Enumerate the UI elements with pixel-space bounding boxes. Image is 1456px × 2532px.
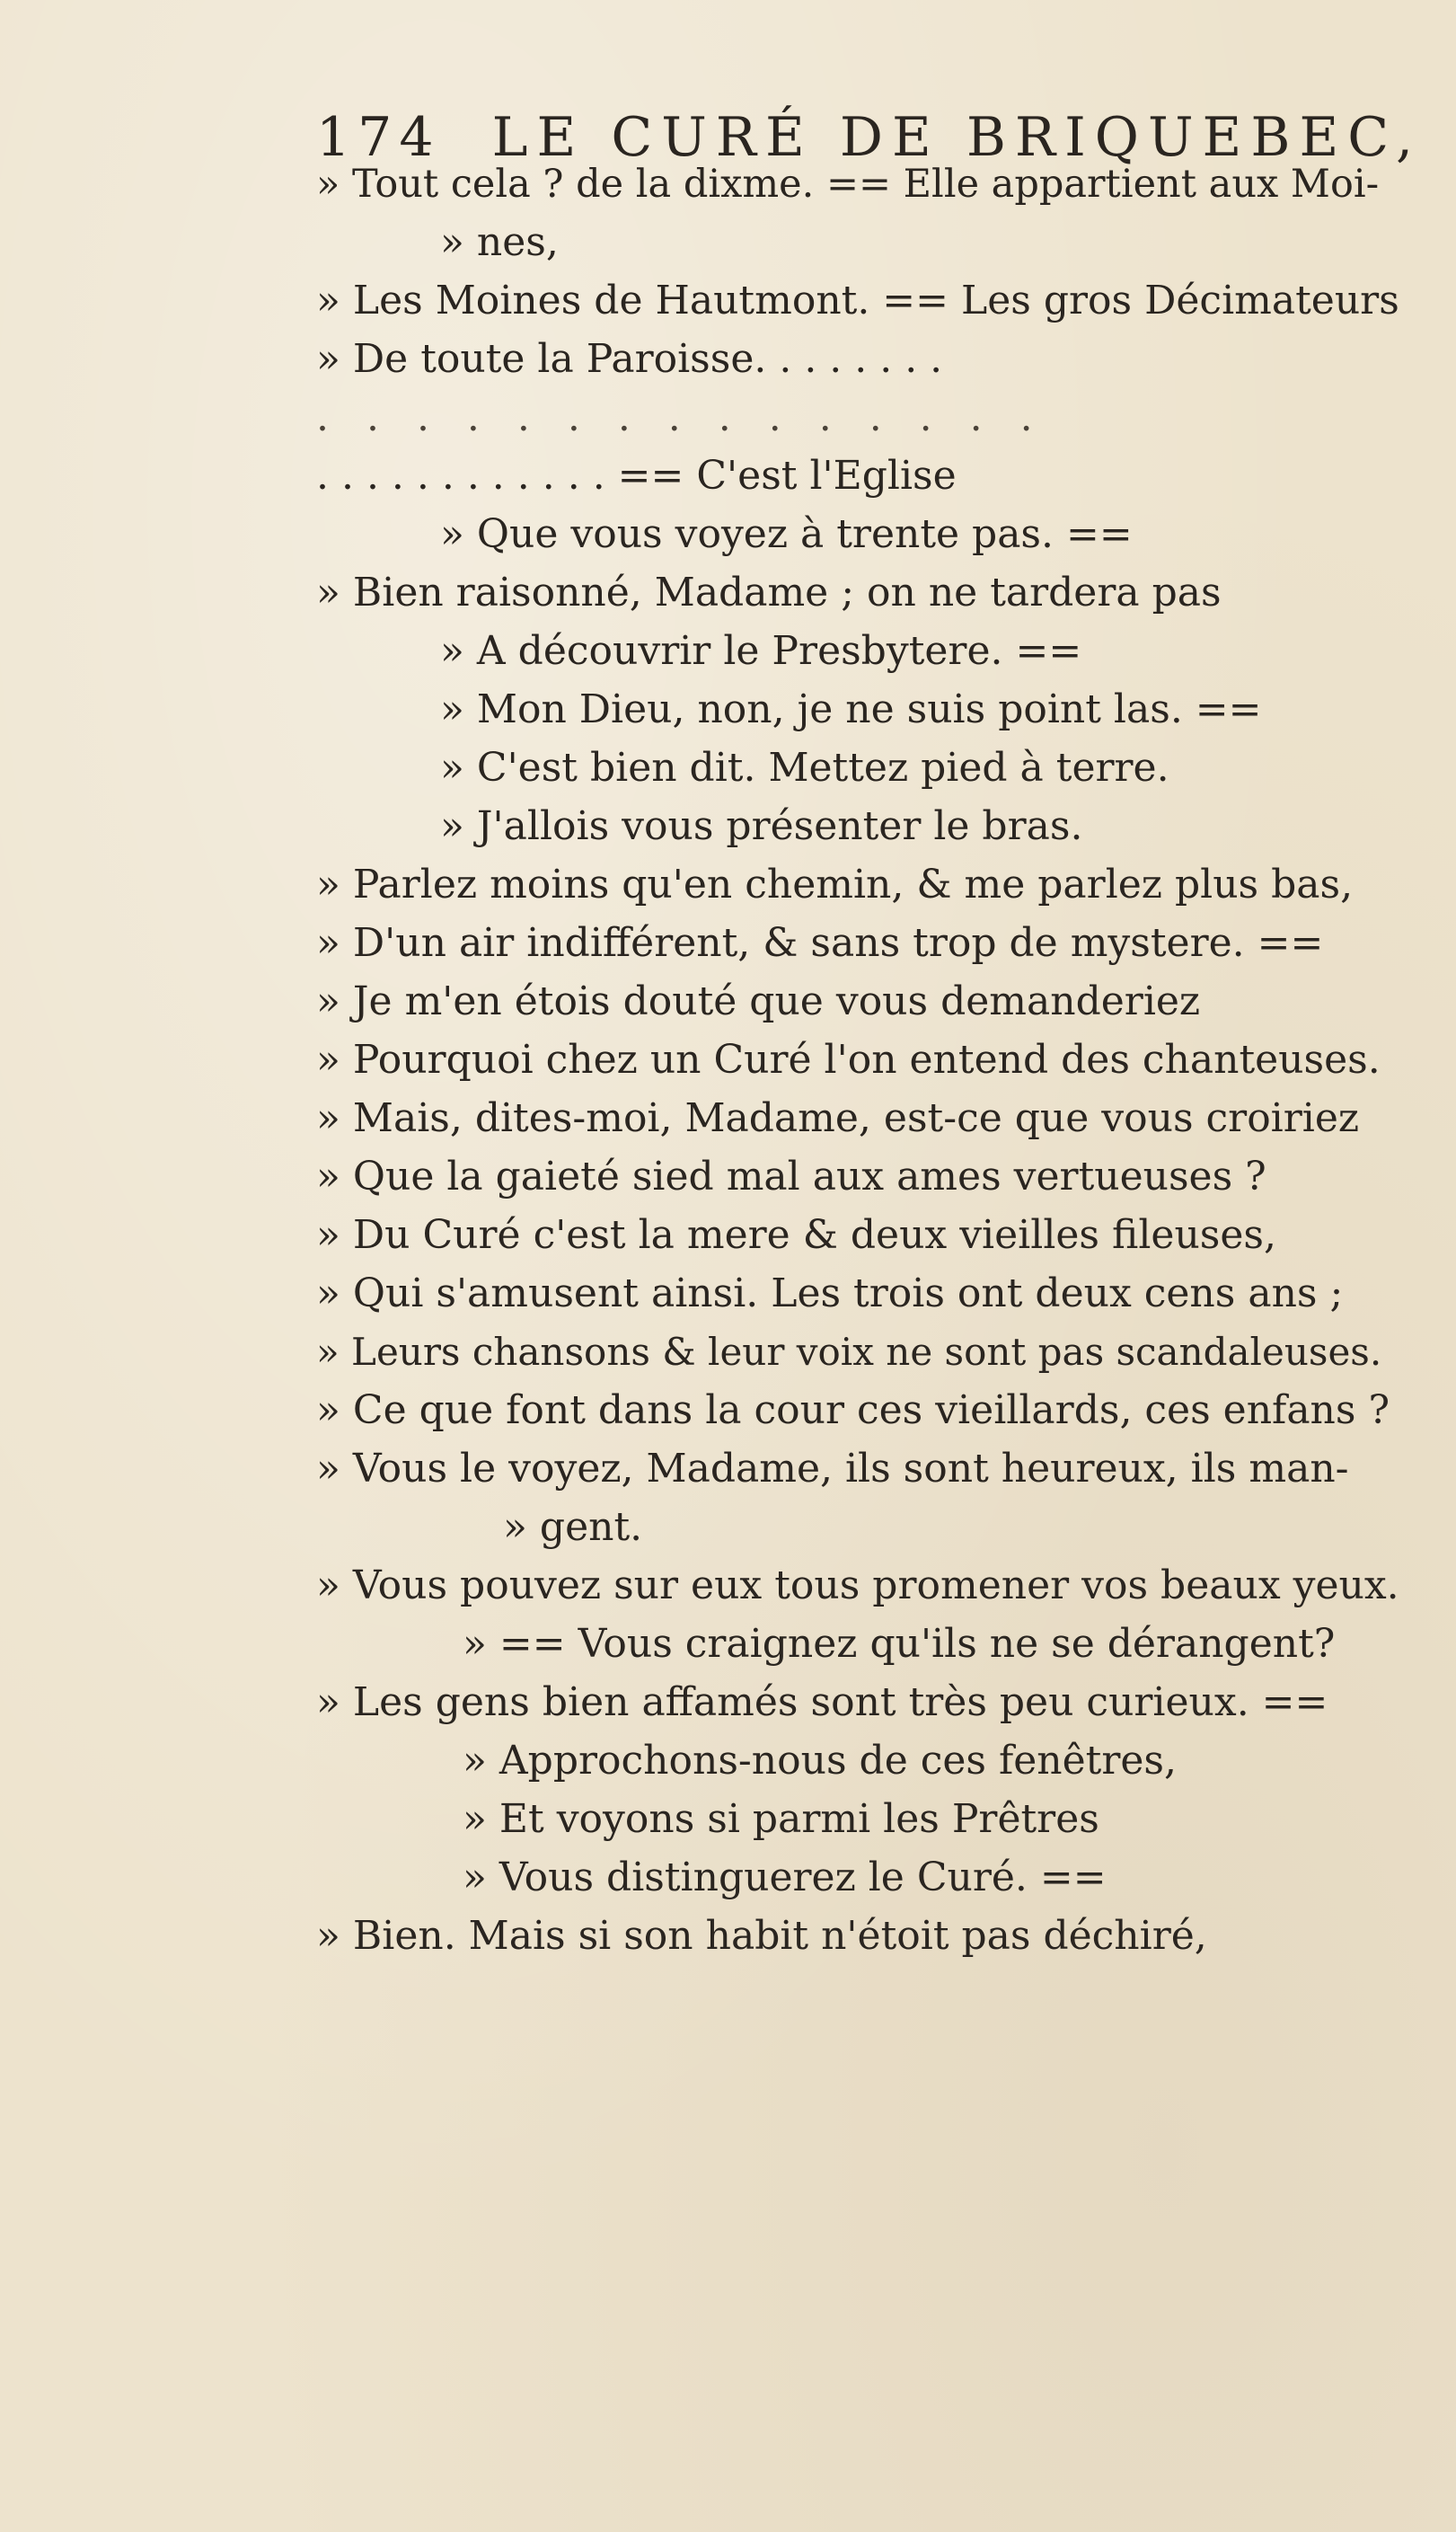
text-line: » Et voyons si parmi les Prêtres bbox=[463, 1796, 1099, 1842]
text-line: » Approchons-nous de ces fenêtres, bbox=[463, 1738, 1177, 1784]
page-number: 174 bbox=[316, 106, 441, 169]
text-line: » gent. bbox=[503, 1504, 643, 1550]
text-line: » Vous pouvez sur eux tous promener vos beaux yeux. bbox=[316, 1563, 1399, 1608]
text-line: » Les Moines de Hautmont. == Les gros Décimateurs bbox=[316, 278, 1399, 323]
ellipsis-line: . . . . . . . . . . . . . . . bbox=[316, 394, 1046, 440]
text-line: » C'est bien dit. Mettez pied à terre. bbox=[440, 745, 1169, 791]
text-line: » Mais, dites-moi, Madame, est-ce que vous croiriez bbox=[316, 1095, 1360, 1141]
text-line: » Que vous voyez à trente pas. == bbox=[440, 511, 1133, 557]
text-line: » Ce que font dans la cour ces vieillards, ces enfans ? bbox=[316, 1387, 1390, 1433]
text-line: » Que la gaieté sied mal aux ames vertueuses ? bbox=[316, 1154, 1266, 1200]
text-line: » Je m'en étois douté que vous demanderiez bbox=[316, 978, 1201, 1024]
text-line: » Du Curé c'est la mere & deux vieilles fileuses, bbox=[316, 1212, 1276, 1258]
text-line: . . . . . . . . . . . . == C'est l'Eglise bbox=[316, 453, 957, 499]
text-line: » Tout cela ? de la dixme. == Elle appartient aux Moi- bbox=[316, 162, 1380, 207]
text-line: » Les gens bien affamés sont très peu curieux. == bbox=[316, 1679, 1328, 1725]
text-line: » == Vous craignez qu'ils ne se dérangent? bbox=[463, 1621, 1336, 1667]
text-line: » Mon Dieu, non, je ne suis point las. == bbox=[440, 686, 1262, 732]
text-line: » Vous distinguerez le Curé. == bbox=[463, 1855, 1107, 1900]
text-line: » Pourquoi chez un Curé l'on entend des chanteuses. bbox=[316, 1037, 1381, 1083]
text-line: » D'un air indifférent, & sans trop de mystere. == bbox=[316, 920, 1324, 966]
running-title: LE CURÉ DE BRIQUEBEC, bbox=[491, 106, 1423, 169]
text-line: » Vous le voyez, Madame, ils sont heureux, ils man- bbox=[316, 1446, 1349, 1492]
text-line: » Parlez moins qu'en chemin, & me parlez plus bas, bbox=[316, 862, 1354, 907]
text-line: » Bien raisonné, Madame ; on ne tardera pas bbox=[316, 570, 1222, 615]
text-line: » J'allois vous présenter le bras. bbox=[440, 803, 1083, 849]
text-line: » nes, bbox=[440, 219, 559, 265]
text-line: » De toute la Paroisse. . . . . . . . bbox=[316, 336, 943, 382]
text-line: » Leurs chansons & leur voix ne sont pas scandaleuses. bbox=[316, 1330, 1382, 1374]
text-line: » Bien. Mais si son habit n'étoit pas déchiré, bbox=[316, 1913, 1207, 1959]
text-line: » Qui s'amusent ainsi. Les trois ont deux cens ans ; bbox=[316, 1270, 1344, 1316]
text-line: » A découvrir le Presbytere. == bbox=[440, 628, 1082, 674]
